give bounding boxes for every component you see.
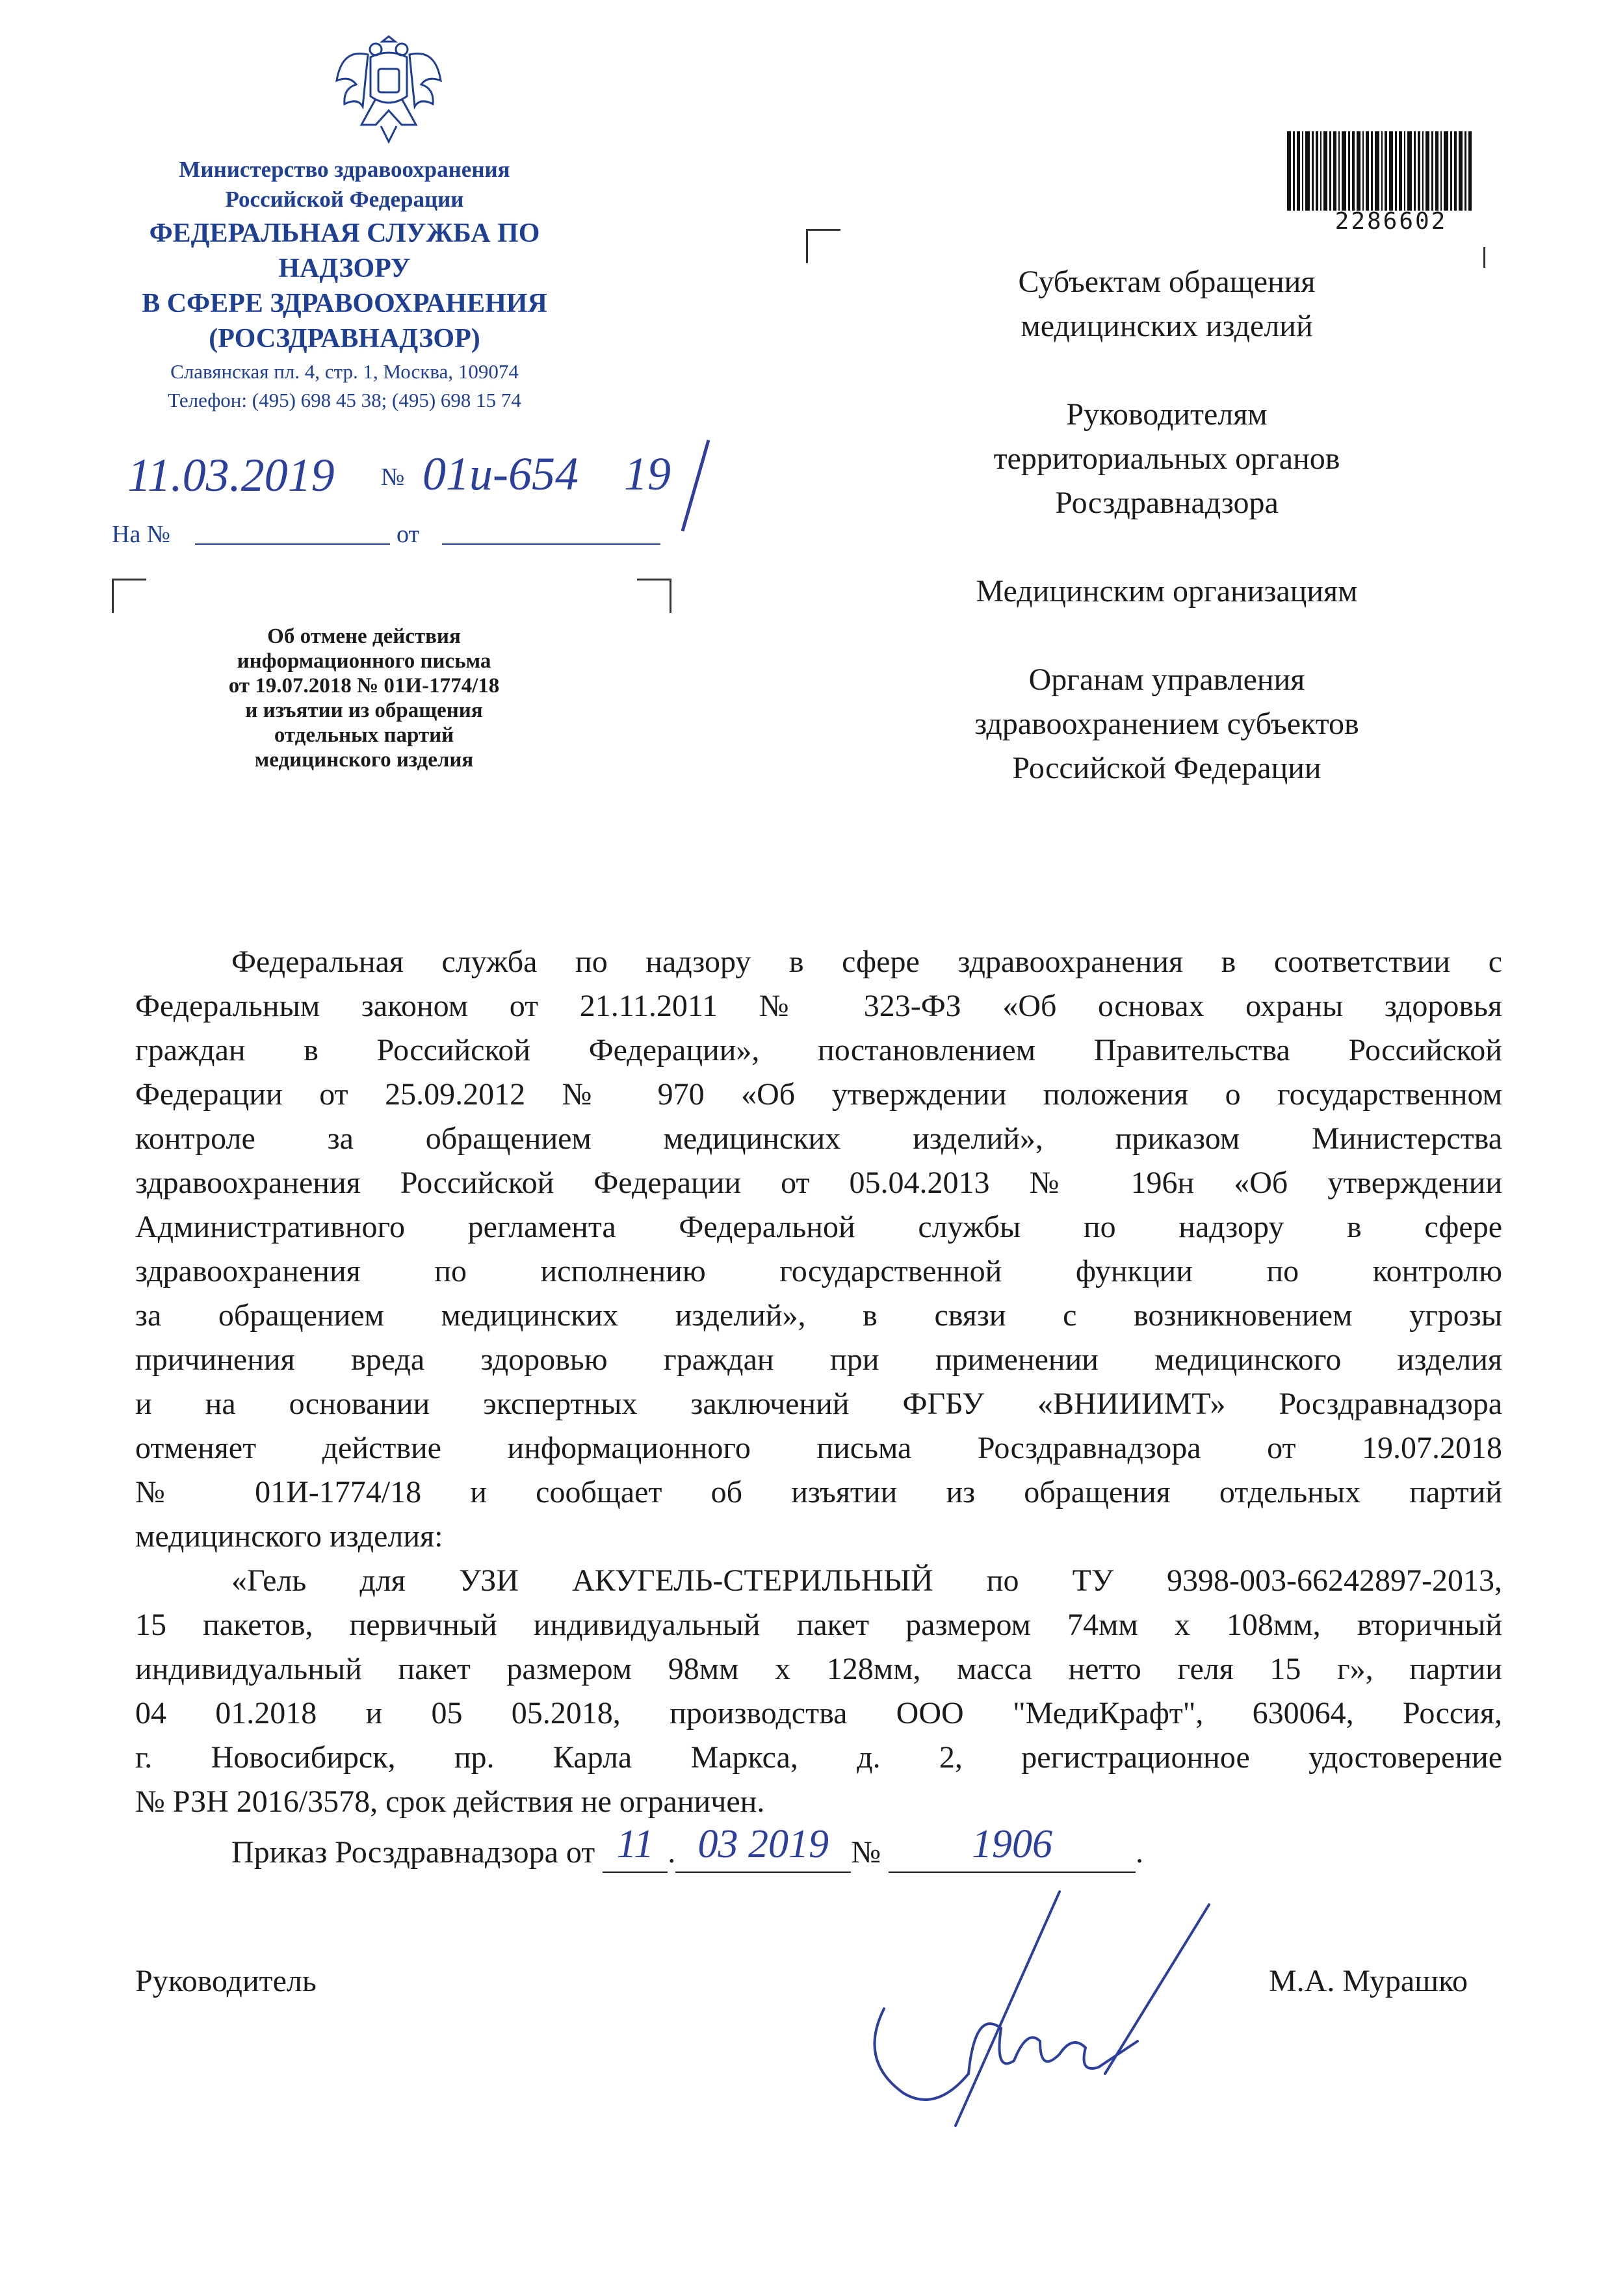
order-number-field <box>889 1822 1136 1873</box>
handwritten-signature <box>845 1879 1235 2152</box>
ministry-line-2: Российской Федерации <box>225 187 464 212</box>
signer-position: Руководитель <box>135 1964 317 1998</box>
body-line: отменяет действие информационного письма Росздравнадзора от 19.07.2018 <box>135 1431 1502 1465</box>
registration-number-label: № <box>381 463 405 491</box>
body-line: здравоохранения Российской Федерации от 05.04.2013 № 196н «Об утверждении <box>135 1166 1502 1200</box>
ministry-line-1: Министерство здравоохранения <box>179 157 510 182</box>
subject-line: информационного письма <box>237 649 491 673</box>
letter-body <box>135 940 1502 1824</box>
body-line: № РЗН 2016/3578, срок действия не ограничен. <box>135 1784 765 1819</box>
barcode <box>1287 131 1476 211</box>
order-month-year: 03 2019 <box>697 1822 829 1866</box>
subject-line: отдельных партий <box>274 724 454 747</box>
body-line: № 01И-1774/18 и сообщает об изъятии из обращения отдельных партий <box>135 1475 1502 1509</box>
order-day-field <box>603 1822 668 1873</box>
phones-line: Телефон: (495) 698 45 38; (495) 698 15 74 <box>168 389 521 411</box>
service-name <box>91 216 598 356</box>
registration-date: 11.03.2019 <box>127 449 335 501</box>
body-line: причинения вреда здоровью граждан при применении медицинского изделия <box>135 1342 1502 1377</box>
corner-mark <box>806 229 840 263</box>
addressee <box>897 260 1437 348</box>
order-reference <box>231 1822 1144 1875</box>
body-line: 15 пакетов, первичный индивидуальный пакет размером 74мм х 108мм, вторичный <box>135 1608 1502 1642</box>
order-end: . <box>1136 1835 1144 1870</box>
order-month-year-field <box>675 1822 851 1873</box>
order-separator: . <box>668 1835 676 1870</box>
addressee-line: Субъектам обращения <box>1018 265 1316 299</box>
address-line: Славянская пл. 4, стр. 1, Москва, 109074 <box>170 360 519 383</box>
addressee <box>897 569 1437 614</box>
barcode-number: 2286602 <box>1334 208 1448 235</box>
registration-number-year: 19 <box>623 448 671 500</box>
corner-mark <box>1483 247 1485 268</box>
body-line: 04 01.2018 и 05 05.2018, производства ООО "МедиКрафт", 630064, Россия, <box>135 1696 1502 1730</box>
handwritten-slash <box>657 437 722 534</box>
subject-line: и изъятии из обращения <box>245 699 483 722</box>
order-day: 11 <box>616 1822 654 1866</box>
addressee-line: территориальных органов <box>993 441 1340 476</box>
body-line: Административного регламента Федеральной службы по надзору в сфере <box>135 1210 1502 1244</box>
subject-line: медицинского изделия <box>254 748 474 772</box>
reply-to-number-field <box>195 543 390 545</box>
body-line: граждан в Российской Федерации», постановлением Правительства Российской <box>135 1033 1502 1067</box>
reply-to-number-label: На № <box>112 521 171 548</box>
addressee-line: Росздравнадзора <box>1055 486 1279 520</box>
body-line: здравоохранения по исполнению государственной функции по контролю <box>135 1254 1502 1288</box>
addressee <box>897 393 1437 525</box>
corner-mark <box>112 579 146 613</box>
body-line: Федеральным законом от 21.11.2011 № 323-ФЗ «Об основах охраны здоровья <box>135 989 1502 1023</box>
body-line: Федеральная служба по надзору в сфере здравоохранения в соответствии с <box>231 945 1502 979</box>
addressee-line: Медицинским организациям <box>976 574 1358 608</box>
subject-line: от 19.07.2018 № 01И-1774/18 <box>228 674 500 698</box>
addressee-line: здравоохранением субъектов <box>974 707 1359 741</box>
order-prefix: Приказ Росздравнадзора от <box>231 1835 595 1870</box>
addressee-line: Российской Федерации <box>1012 751 1321 785</box>
addressees-block <box>897 260 1437 835</box>
letter-subject <box>163 624 566 772</box>
service-line-3: (РОСЗДРАВНАДЗОР) <box>209 324 480 354</box>
body-line: индивидуальный пакет размером 98мм х 128мм, масса нетто геля 15 г», партии <box>135 1652 1502 1686</box>
registration-number-main: 01и-654 <box>423 448 579 500</box>
body-line: «Гель для УЗИ АКУГЕЛЬ-СТЕРИЛЬНЫЙ по ТУ 9398-003-66242897-2013, <box>231 1563 1502 1598</box>
body-line: за обращением медицинских изделий», в связи с возникновением угрозы <box>135 1298 1502 1333</box>
service-line-1: ФЕДЕРАЛЬНАЯ СЛУЖБА ПО НАДЗОРУ <box>149 218 540 283</box>
reply-to-date-label: от <box>397 521 420 548</box>
body-line: медицинского изделия: <box>135 1519 443 1554</box>
signer-name: М.А. Мурашко <box>1269 1964 1468 1998</box>
subject-line: Об отмене действия <box>267 625 461 648</box>
coat-of-arms-emblem <box>330 29 447 152</box>
addressee <box>897 658 1437 790</box>
addressee-line: Руководителям <box>1066 397 1268 432</box>
registration-number <box>423 447 671 501</box>
body-line: контроле за обращением медицинских изделий», приказом Министерства <box>135 1121 1502 1156</box>
ministry-name <box>91 155 598 215</box>
reply-to-date-field <box>442 543 660 545</box>
addressee-line: Органам управления <box>1028 662 1305 697</box>
service-line-2: В СФЕРЕ ЗДРАВООХРАНЕНИЯ <box>142 289 547 319</box>
corner-mark <box>637 579 671 613</box>
addressee-line: медицинских изделий <box>1021 309 1313 343</box>
body-line: Федерации от 25.09.2012 № 970 «Об утверждении положения о государственном <box>135 1077 1502 1112</box>
body-line: и на основании экспертных заключений ФГБУ «ВНИИИМТ» Росздравнадзора <box>135 1387 1502 1421</box>
body-line: г. Новосибирск, пр. Карла Маркса, д. 2, регистрационное удостоверение <box>135 1740 1502 1775</box>
letterhead-address <box>91 358 598 415</box>
order-number: 1906 <box>972 1822 1053 1866</box>
order-number-label: № <box>851 1835 881 1870</box>
